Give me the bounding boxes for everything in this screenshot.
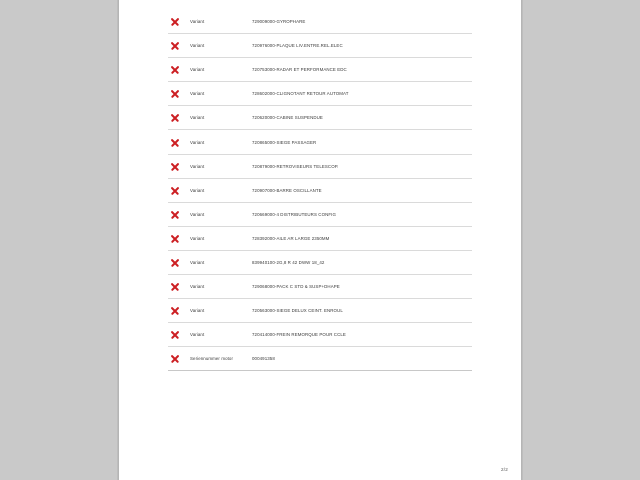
x-mark-icon	[168, 282, 190, 291]
row-value: 720753000-RADAR ET PERFORMANCE EDC	[252, 67, 347, 73]
x-mark-glyph	[170, 89, 179, 98]
row-label: Seriennummer motor	[190, 356, 234, 362]
x-mark-glyph	[170, 186, 179, 195]
table-row	[168, 58, 472, 82]
table-row	[168, 347, 472, 371]
row-label: Variant	[190, 91, 205, 97]
row-label: Variant	[190, 235, 205, 241]
row-label: Variant	[190, 67, 205, 73]
row-label: Variant	[190, 332, 205, 338]
document-page	[118, 0, 522, 480]
row-value: 720414000-FREIN REMORQUE POUR CCLE	[252, 332, 346, 338]
table-row	[168, 130, 472, 154]
x-mark-glyph	[170, 306, 179, 315]
page-left-gutter	[0, 0, 118, 480]
x-mark-glyph	[170, 41, 179, 50]
row-label: Variant	[190, 308, 205, 314]
x-mark-icon	[168, 89, 190, 98]
x-mark-glyph	[170, 330, 179, 339]
x-mark-icon	[168, 330, 190, 339]
x-mark-icon	[168, 138, 190, 147]
row-label: Variant	[190, 139, 205, 145]
x-mark-glyph	[170, 282, 179, 291]
page-edge-right	[521, 0, 522, 480]
x-mark-icon	[168, 65, 190, 74]
row-value: 728602000-CLIGNOTANT RETOUR AUTOMAT	[252, 91, 349, 97]
table-row	[168, 82, 472, 106]
row-value: 729009000-GYROPHARE	[252, 19, 306, 25]
page-number: 2/2	[501, 467, 508, 472]
x-mark-icon	[168, 210, 190, 219]
row-value: 720879000-RETROVISEURS TELESCOP.	[252, 163, 339, 169]
x-mark-glyph	[170, 234, 179, 243]
table-row	[168, 179, 472, 203]
row-value: 720563000-SIEGE DELUX CEINT. ENROUL	[252, 308, 343, 314]
table-row	[168, 251, 472, 275]
x-mark-glyph	[170, 17, 179, 26]
row-label: Variant	[190, 43, 205, 49]
table-row	[168, 203, 472, 227]
x-mark-icon	[168, 113, 190, 122]
row-label: Variant	[190, 211, 205, 217]
page-right-gutter	[522, 0, 640, 480]
table-row	[168, 10, 472, 34]
x-mark-glyph	[170, 113, 179, 122]
x-mark-glyph	[170, 210, 179, 219]
row-value: 720907000-BARRE OSCILLANTE	[252, 187, 322, 193]
row-value: 728392000-AILE AR LARGE 2350MM	[252, 235, 330, 241]
table-row	[168, 227, 472, 251]
x-mark-icon	[168, 258, 190, 267]
row-value: 000491358	[252, 356, 275, 362]
table-row	[168, 155, 472, 179]
row-label: Variant	[190, 115, 205, 121]
table-row	[168, 34, 472, 58]
table-row	[168, 106, 472, 130]
x-mark-glyph	[170, 65, 179, 74]
table-row	[168, 299, 472, 323]
x-mark-icon	[168, 306, 190, 315]
x-mark-icon	[168, 186, 190, 195]
row-label: Variant	[190, 19, 205, 25]
row-label: Variant	[190, 259, 205, 265]
x-mark-glyph	[170, 258, 179, 267]
row-value: 720620000-CABINE SUSPENDUE	[252, 115, 323, 121]
x-mark-icon	[168, 17, 190, 26]
row-value: 729068000-PACK C STD & SUSP+DHAPE	[252, 284, 340, 290]
x-mark-glyph	[170, 354, 179, 363]
x-mark-glyph	[170, 138, 179, 147]
row-value: 720976000-PLAQUE LIV.ENTRE.REL.ELEC	[252, 43, 343, 49]
table-row	[168, 275, 472, 299]
row-value: 839940100-2G,8 R 42 DWW 18_42	[252, 259, 325, 265]
x-mark-icon	[168, 41, 190, 50]
x-mark-icon	[168, 354, 190, 363]
row-label: Variant	[190, 163, 205, 169]
variant-table	[168, 10, 472, 371]
x-mark-icon	[168, 234, 190, 243]
page-edge-left	[118, 0, 119, 480]
row-value: 720865000-SIEGE PASSAGER	[252, 139, 317, 145]
row-label: Variant	[190, 187, 205, 193]
x-mark-glyph	[170, 162, 179, 171]
row-label: Variant	[190, 284, 205, 290]
table-row	[168, 323, 472, 347]
x-mark-icon	[168, 162, 190, 171]
row-value: 720669000-4 DISTRIBUTEURS CONFIG	[252, 211, 336, 217]
